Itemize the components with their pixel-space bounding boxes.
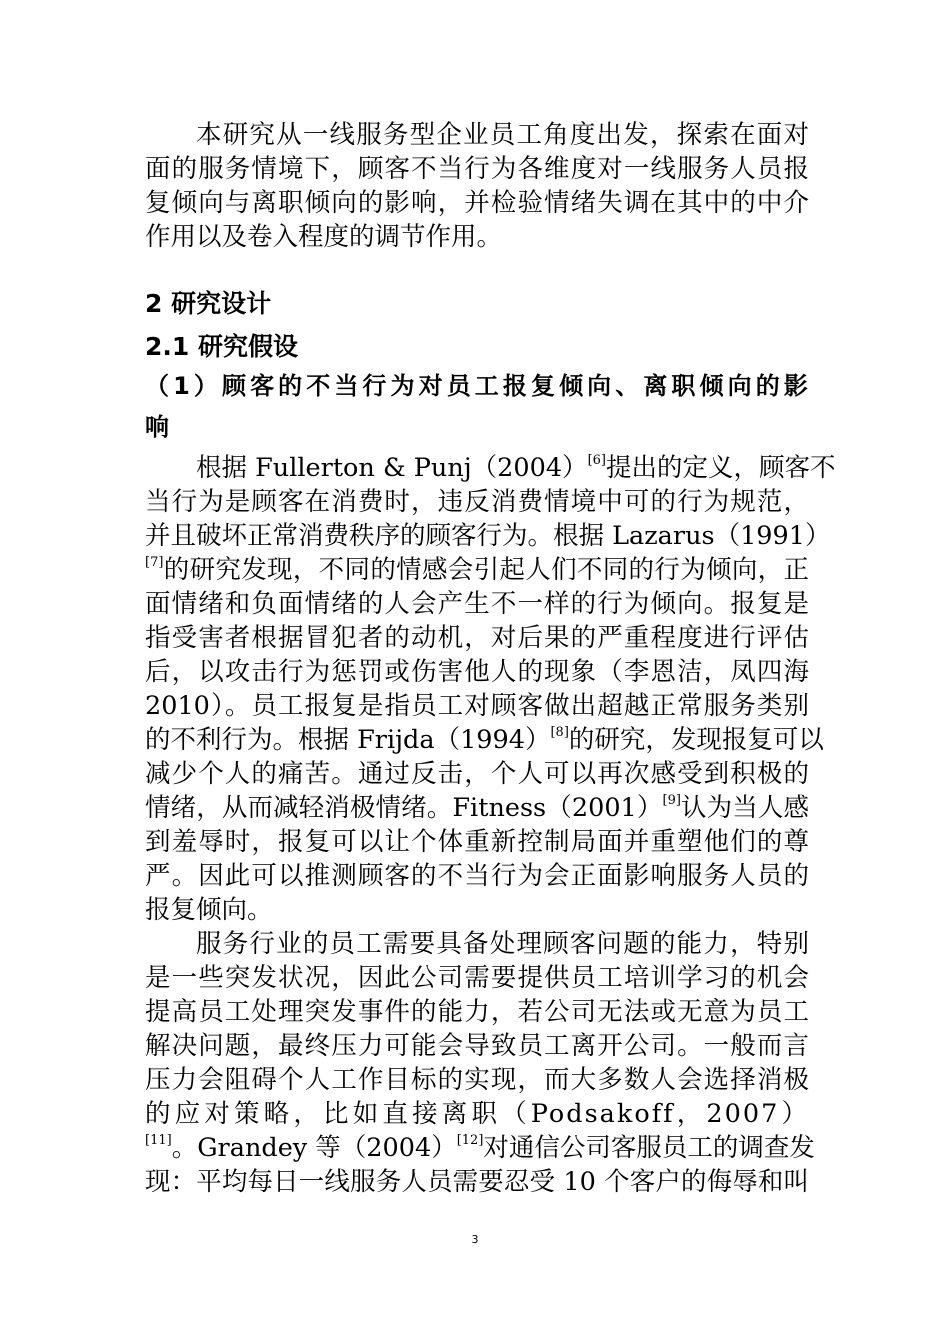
intro-line-3: 复倾向与离职倾向的影响，并检验情绪失调在其中的中介 — [145, 188, 809, 218]
para2-line-5: 压力会阻碍个人工作目标的实现，而大多数人会选择消极 — [145, 1065, 809, 1095]
intro-line-2: 面的服务情境下，顾客不当行为各维度对一线服务人员报 — [145, 154, 809, 184]
citation-ref: [8] — [550, 725, 569, 740]
para1-line-14: 报复倾向。 — [145, 895, 273, 925]
para2-line-4: 解决问题，最终压力可能会导致员工离开公司。一般而言 — [145, 1031, 809, 1061]
citation-ref: [6] — [587, 453, 606, 468]
para1-line-5: 面情绪和负面情绪的人会产生不一样的行为倾向。报复是 — [145, 589, 809, 619]
intro-line-1: 本研究从一线服务型企业员工角度出发，探索在面对 — [196, 120, 809, 150]
text-run: 的不利行为。根据 Frijda（1994） — [145, 725, 551, 755]
para1-line-1 — [196, 451, 836, 485]
citation-ref: [7] — [145, 555, 164, 570]
citation-ref: [12] — [456, 1133, 484, 1148]
text-run: 情绪，从而减轻消极情绪。Fitness（2001） — [145, 793, 663, 823]
para2-line-1: 服务行业的员工需要具备处理顾客问题的能力，特别 — [196, 929, 809, 959]
text-run: 。Grandey 等（2004） — [171, 1133, 457, 1163]
hypothesis-heading-line-1: （1）顾客的不当行为对员工报复倾向、离职倾向的影 — [145, 372, 809, 400]
citation-ref: [9] — [662, 793, 681, 808]
citation-ref: [11] — [145, 1133, 172, 1148]
text-run: 认为当人感 — [680, 793, 809, 823]
para1-line-10: 减少个人的痛苦。通过反击，个人可以再次感受到积极的 — [145, 759, 809, 789]
para2-line-7 — [145, 1131, 815, 1165]
subsection-heading: 2.1 研究假设 — [145, 332, 298, 361]
para2-line-8: 现：平均每日一线服务人员需要忍受 10 个客户的侮辱和叫 — [145, 1167, 809, 1197]
para1-line-13: 严。因此可以推测顾客的不当行为会正面影响服务人员的 — [145, 861, 809, 891]
para1-line-8: 2010）。员工报复是指员工对顾客做出超越正常服务类别 — [145, 691, 809, 721]
para1-line-2: 当行为是顾客在消费时，违反消费情境中可的行为规范， — [145, 487, 809, 517]
para1-line-6: 指受害者根据冒犯者的动机，对后果的严重程度进行评估 — [145, 623, 809, 653]
para1-line-11 — [145, 791, 809, 825]
text-run: 的研究发现，不同的情感会引起人们不同的行为倾向，正 — [163, 555, 809, 585]
intro-line-4: 作用以及卷入程度的调节作用。 — [145, 222, 503, 252]
para1-line-9 — [145, 723, 824, 757]
text-run: 的研究，发现报复可以 — [568, 725, 824, 755]
para1-line-7: 后，以攻击行为惩罚或伤害他人的现象（李恩洁，凤四海 — [145, 657, 809, 687]
para1-line-3: 并且破坏正常消费秩序的顾客行为。根据 Lazarus（1991） — [145, 521, 831, 551]
text-run: 根据 Fullerton & Punj（2004） — [196, 453, 588, 483]
para1-line-4 — [145, 553, 809, 587]
para2-line-6: 的应对策略，比如直接离职（Podsakoff，2007） — [145, 1099, 809, 1129]
hypothesis-heading-line-2: 响 — [145, 413, 171, 441]
para2-line-3: 提高员工处理突发事件的能力，若公司无法或无意为员工 — [145, 997, 809, 1027]
section-heading: 2 研究设计 — [145, 289, 272, 318]
para1-line-12: 到羞辱时，报复可以让个体重新控制局面并重塑他们的尊 — [145, 827, 809, 857]
page-number: 3 — [471, 1233, 479, 1246]
text-run: 提出的定义，顾客不 — [605, 453, 836, 483]
para2-line-2: 是一些突发状况，因此公司需要提供员工培训学习的机会 — [145, 963, 809, 993]
text-run: 对通信公司客服员工的调查发 — [483, 1133, 815, 1163]
